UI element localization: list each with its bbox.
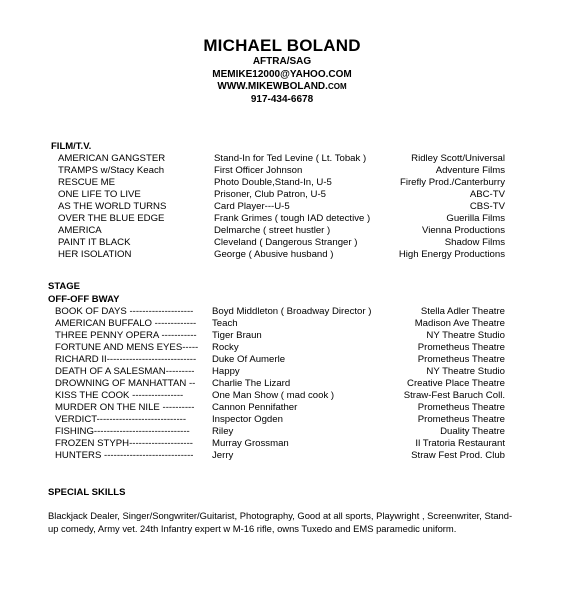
credit-title: FISHING------------------------------	[55, 426, 190, 437]
credit-company: Il Tratoria Restaurant	[415, 438, 505, 449]
credit-role: Inspector Ogden	[212, 414, 283, 425]
credit-role: Happy	[212, 366, 240, 377]
credit-title: OVER THE BLUE EDGE	[58, 213, 165, 224]
website-tld: COM	[327, 82, 347, 91]
credit-company: Straw Fest Prod. Club	[411, 450, 505, 461]
credit-company: Ridley Scott/Universal	[411, 153, 505, 164]
credit-title: RESCUE ME	[58, 177, 116, 188]
stage-heading: STAGE	[48, 281, 81, 292]
credit-role: Frank Grimes ( tough IAD detective )	[214, 213, 371, 224]
credit-title: AMERICAN BUFFALO -------------	[55, 318, 197, 329]
credit-role: Charlie The Lizard	[212, 378, 291, 389]
credit-company: NY Theatre Studio	[426, 366, 505, 377]
credit-company: Vienna Productions	[421, 225, 505, 236]
resume-header	[0, 36, 564, 106]
credit-title: RICHARD II----------------------------	[55, 354, 197, 365]
credit-title: VERDICT----------------------------	[55, 414, 187, 425]
credit-company: Madison Ave Theatre	[414, 318, 505, 329]
credit-title: FROZEN STYPH--------------------	[55, 438, 193, 449]
special-skills-text: Blackjack Dealer, Singer/Songwriter/Guitarist, Photography, Good at all sports, Playwright , Screenwriter, Stand-up comedy, Army vet. 24th Infantry expert w M-16 rifle, owns Tuxedo and EMS paramedic uniform.	[48, 510, 513, 534]
credit-title: ONE LIFE TO LIVE	[58, 189, 141, 200]
credit-company: Prometheus Theatre	[417, 342, 505, 353]
credit-title: AS THE WORLD TURNS	[58, 201, 167, 212]
film-tv-heading: FILM/T.V.	[51, 141, 92, 152]
off-off-bway-heading: OFF-OFF BWAY	[48, 294, 120, 305]
credit-company: Prometheus Theatre	[417, 414, 505, 425]
credit-role: Boyd Middleton ( Broadway Director )	[212, 306, 372, 317]
credit-role: Riley	[212, 426, 234, 437]
credit-title: KISS THE COOK ----------------	[55, 390, 184, 401]
credit-title: THREE PENNY OPERA -----------	[55, 330, 197, 341]
actor-name: MICHAEL BOLAND	[203, 36, 361, 55]
credit-title: FORTUNE AND MENS EYES-----	[55, 342, 199, 353]
credit-company: Straw-Fest Baruch Coll.	[403, 390, 505, 401]
credit-company: ABC-TV	[469, 189, 505, 200]
credit-title: HER ISOLATION	[58, 249, 132, 260]
credit-role: Delmarche ( street hustler )	[214, 225, 331, 236]
credit-title: AMERICAN GANGSTER	[58, 153, 166, 164]
credit-company: Prometheus Theatre	[417, 402, 505, 413]
credit-role: Murray Grossman	[212, 438, 289, 449]
credit-title: DEATH OF A SALESMAN---------	[55, 366, 195, 377]
credit-title: HUNTERS ----------------------------	[55, 450, 194, 461]
credit-role: Duke Of Aumerle	[212, 354, 286, 365]
credit-role: Photo Double,Stand-In, U-5	[214, 177, 332, 188]
email-address: MEMIKE12000@YAHOO.COM	[212, 68, 352, 80]
credit-company: CBS-TV	[469, 201, 505, 212]
phone-number: 917-434-6678	[250, 93, 314, 105]
credit-title: AMERICA	[58, 225, 102, 236]
credit-company: Guerilla Films	[446, 213, 505, 224]
credit-company: Duality Theatre	[440, 426, 505, 437]
credit-role: George ( Abusive husband )	[214, 249, 334, 260]
credit-role: Card Player---U-5	[214, 201, 290, 212]
credit-role: Cleveland ( Dangerous Stranger )	[214, 237, 358, 248]
credit-company: Shadow Films	[444, 237, 505, 248]
credit-role: First Officer Johnson	[214, 165, 303, 176]
credit-title: PAINT IT BLACK	[58, 237, 131, 248]
credit-title: DROWNING OF MANHATTAN --	[55, 378, 196, 389]
credit-role: Teach	[212, 318, 238, 329]
credit-company: Creative Place Theatre	[407, 378, 505, 389]
credit-role: Stand-In for Ted Levine ( Lt. Tobak )	[214, 153, 367, 164]
credit-role: One Man Show ( mad cook )	[212, 390, 335, 401]
credit-role: Tiger Braun	[212, 330, 262, 341]
credit-company: Stella Adler Theatre	[420, 306, 505, 317]
credit-title: TRAMPS w/Stacy Keach	[58, 165, 165, 176]
website-main: WWW.MIKEWBOLAND.	[217, 81, 328, 92]
credit-company: NY Theatre Studio	[426, 330, 505, 341]
credit-company: High Energy Productions	[398, 249, 505, 260]
credit-role: Jerry	[212, 450, 234, 461]
credit-role: Cannon Pennifather	[212, 402, 298, 413]
credit-company: Adventure Films	[435, 165, 505, 176]
credit-company: Prometheus Theatre	[417, 354, 505, 365]
credit-title: MURDER ON THE NILE ----------	[55, 402, 195, 413]
credit-company: Firefly Prod./Canterburry	[399, 177, 505, 188]
special-skills-heading: SPECIAL SKILLS	[48, 487, 126, 498]
union-affiliation: AFTRA/SAG	[252, 56, 312, 67]
credit-role: Rocky	[212, 342, 239, 353]
credit-title: BOOK OF DAYS --------------------	[55, 306, 194, 317]
website-address	[0, 81, 564, 94]
credit-role: Prisoner, Club Patron, U-5	[214, 189, 326, 200]
